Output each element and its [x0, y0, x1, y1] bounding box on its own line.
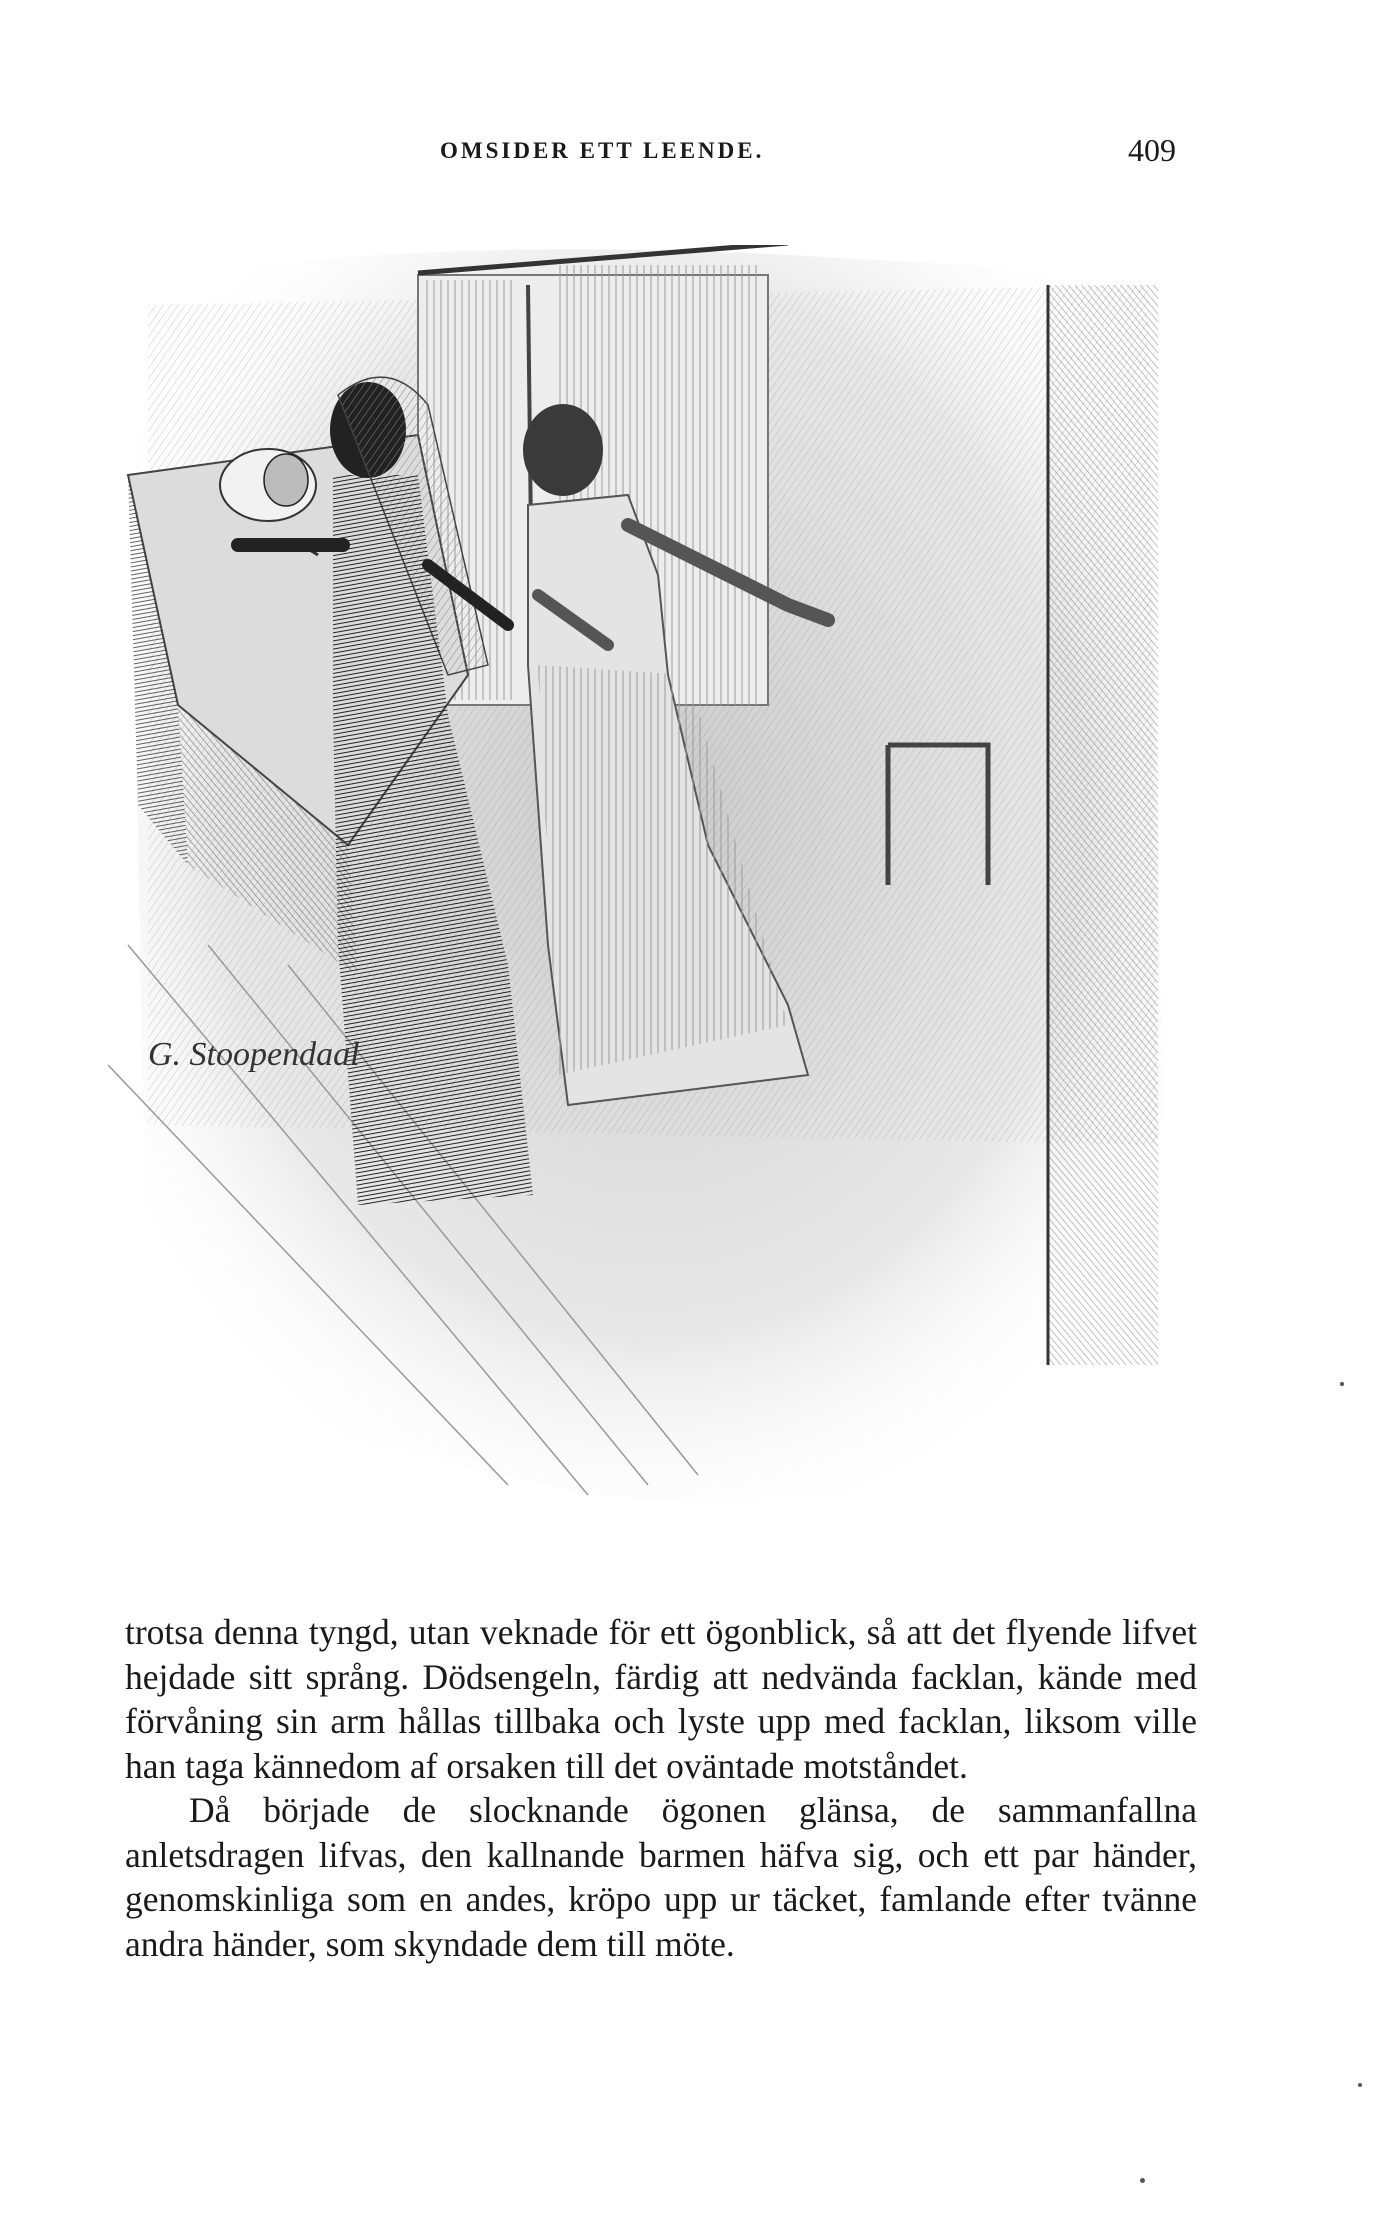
print-speck [1140, 2178, 1145, 2183]
door [1048, 285, 1158, 1365]
print-speck [1358, 2083, 1362, 2087]
paragraph-1: trotsa denna tyngd, utan veknade för ett ögonblick, så att det flyende lifvet hejdade sitt språng. Dödsengeln, färdig att nedvända facklan, kände med förvåning sin arm hållas tillbaka och lyste upp med facklan, liksom ville han taga kännedom af orsaken till det oväntade motståndet. [125, 1612, 1197, 1786]
paragraph-2: Då började de slocknande ögonen glänsa, de sammanfallna anletsdragen lifvas, den kallnande barmen häfva sig, och ett par händer, genomskinliga som en andes, kröpo upp ur täcket, famlande efter tvänne andra händer, som skyndade dem till möte. [125, 1790, 1197, 1964]
page-header [0, 132, 1400, 178]
engraved-illustration [88, 245, 1200, 1545]
print-speck [1340, 1382, 1344, 1386]
artist-signature: G. Stoopendaal [148, 1036, 360, 1073]
patient-face [264, 454, 308, 506]
running-title: OMSIDER ETT LEENDE. [440, 138, 765, 163]
body-text [125, 1610, 1197, 1966]
page-number: 409 [1128, 132, 1176, 168]
illustration-drawing [88, 245, 1200, 1545]
